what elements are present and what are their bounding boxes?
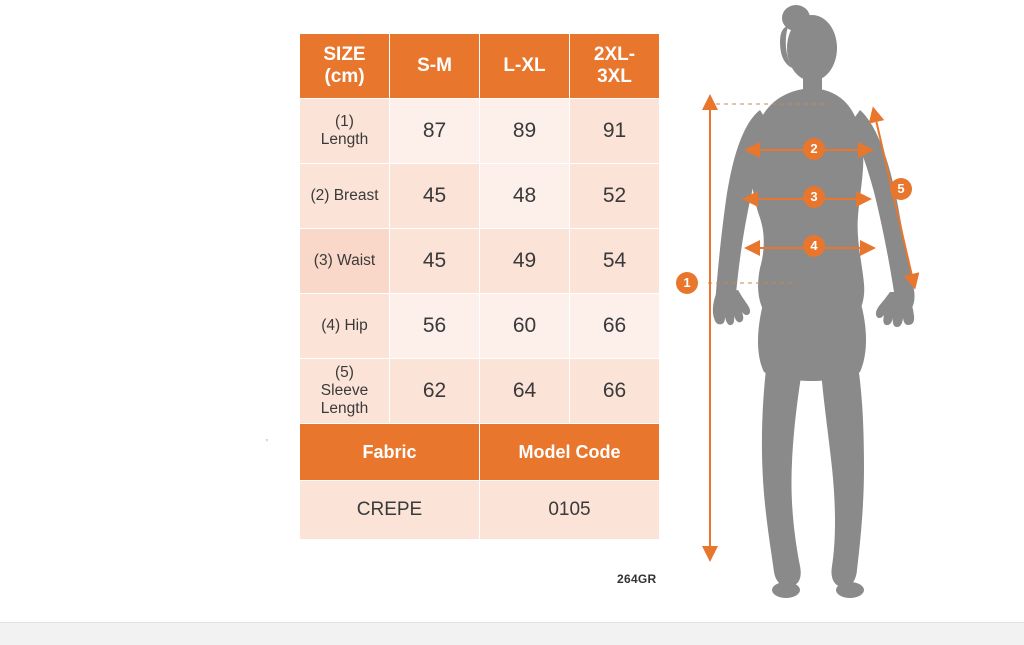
row-label-sleeve-line1: (5) [335, 364, 354, 382]
row-label-waist-line1: (3) Waist [313, 252, 376, 270]
row-label-waist [300, 229, 390, 294]
silhouette-body [713, 5, 915, 598]
cell-hip-2xl-3xl: 66 [570, 294, 660, 359]
cell-hip-l-xl: 60 [480, 294, 570, 359]
table-row [300, 359, 660, 424]
footer-fabric-label: Fabric [300, 424, 480, 481]
footer-model-code-label: Model Code [480, 424, 660, 481]
footer-model-code-value: 0105 [480, 481, 660, 540]
cell-breast-2xl-3xl: 52 [570, 164, 660, 229]
header-size-line2: (cm) [324, 66, 365, 87]
cell-breast-s-m: 45 [390, 164, 480, 229]
row-label-sleeve-length [300, 359, 390, 424]
stray-mark: ' [266, 438, 268, 449]
row-label-length-line1: (1) [335, 113, 354, 131]
table-row [300, 99, 660, 164]
row-label-hip-line1: (4) Hip [321, 317, 368, 335]
table-row [300, 294, 660, 359]
cell-length-2xl-3xl: 91 [570, 99, 660, 164]
size-table [299, 33, 660, 540]
header-size-line1: SIZE [323, 44, 366, 66]
female-silhouette-diagram [660, 0, 1024, 620]
badge-4: 4 [803, 235, 825, 257]
header-2xl-3xl [570, 34, 660, 99]
badge-5: 5 [890, 178, 912, 200]
cell-sleeve-l-xl: 64 [480, 359, 570, 424]
table-row [300, 229, 660, 294]
cell-hip-s-m: 56 [390, 294, 480, 359]
row-label-breast-line1: (2) Breast [310, 187, 379, 205]
cell-waist-2xl-3xl: 54 [570, 229, 660, 294]
cell-length-l-xl: 89 [480, 99, 570, 164]
cell-waist-s-m: 45 [390, 229, 480, 294]
cell-sleeve-s-m: 62 [390, 359, 480, 424]
badge-3: 3 [803, 186, 825, 208]
table-footer-header-row [300, 424, 660, 481]
measurement-figure [660, 0, 1024, 620]
row-label-sleeve-line3: Length [320, 399, 369, 417]
row-label-hip [300, 294, 390, 359]
header-2xl-line1: 2XL- [593, 44, 636, 66]
badge-2: 2 [803, 138, 825, 160]
footer-fabric-value: CREPE [300, 481, 480, 540]
table-footer-value-row [300, 481, 660, 540]
table-header-row [300, 34, 660, 99]
cell-breast-l-xl: 48 [480, 164, 570, 229]
cell-waist-l-xl: 49 [480, 229, 570, 294]
product-code-note: 264GR [617, 572, 657, 586]
row-label-length [300, 99, 390, 164]
header-2xl-line2: 3XL [597, 66, 632, 87]
row-label-breast [300, 164, 390, 229]
badge-1: 1 [676, 272, 698, 294]
row-label-sleeve-line2: Sleeve [320, 382, 369, 400]
cell-sleeve-2xl-3xl: 66 [570, 359, 660, 424]
header-s-m: S-M [390, 34, 480, 99]
header-l-xl: L-XL [480, 34, 570, 99]
row-label-length-line2: Length [320, 131, 369, 148]
cell-length-s-m: 87 [390, 99, 480, 164]
header-size [300, 34, 390, 99]
table-row [300, 164, 660, 229]
bottom-strip [0, 622, 1024, 645]
